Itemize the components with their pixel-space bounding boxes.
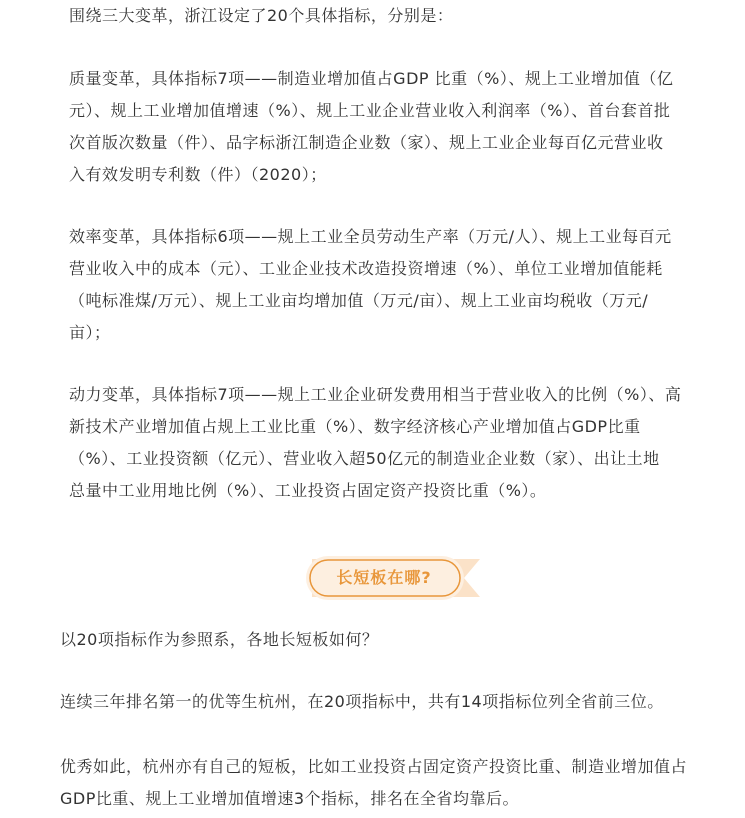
- quality-line-4: 入有效发明专利数（件）（2020）；: [69, 165, 327, 184]
- efficiency-line-2: 营业收入中的成本（元）、工业企业技术改造投资增速（%）、单位工业增加值能耗: [69, 259, 663, 278]
- quality-line-3: 次首版次数量（件）、品字标浙江制造企业数（家）、规上工业企业每百亿元营业收: [69, 133, 664, 152]
- intro-line: 围绕三大变革，浙江设定了20个具体指标，分别是：: [69, 6, 454, 25]
- power-line-3: （%）、工业投资额（亿元）、营业收入超50亿元的制造业企业数（家）、出让土地: [69, 449, 660, 468]
- section-heading-banner: [304, 556, 480, 600]
- quality-reform-paragraph: [69, 63, 673, 191]
- intro-paragraph: [69, 0, 453, 32]
- efficiency-line-4: 亩）；: [69, 323, 111, 342]
- hangzhou-line: 连续三年排名第一的优等生杭州，在20项指标中，共有14项指标位列全省前三位。: [60, 692, 664, 711]
- quality-line-1: 质量变革，具体指标7项——制造业增加值占GDP 比重（%）、规上工业增加值（亿: [69, 69, 674, 88]
- power-line-2: 新技术产业增加值占规上工业比重（%）、数字经济核心产业增加值占GDP比重: [69, 417, 641, 436]
- question-paragraph: [60, 624, 378, 656]
- efficiency-line-1: 效率变革，具体指标6项——规上工业全员劳动生产率（万元/人）、规上工业每百元: [69, 227, 672, 246]
- banner-label: 长短板在哪?: [336, 568, 432, 587]
- question-line: 以20项指标作为参照系，各地长短板如何？: [60, 630, 379, 649]
- shortboard-paragraph: [60, 751, 687, 815]
- hangzhou-paragraph: [60, 686, 664, 718]
- efficiency-line-3: （吨标准煤/万元）、规上工业亩均增加值（万元/亩）、规上工业亩均税收（万元/: [69, 291, 649, 310]
- power-reform-paragraph: [69, 379, 681, 507]
- efficiency-reform-paragraph: [69, 221, 672, 349]
- shortboard-line-2: GDP比重、规上工业增加值增速3个指标，排名在全省均靠后。: [60, 789, 520, 808]
- quality-line-2: 元）、规上工业增加值增速（%）、规上工业企业营业收入利润率（%）、首台套首批: [69, 101, 671, 120]
- power-line-4: 总量中工业用地比例（%）、工业投资占固定资产投资比重（%）。: [69, 481, 547, 500]
- shortboard-line-1: 优秀如此，杭州亦有自己的短板，比如工业投资占固定资产投资比重、制造业增加值占: [60, 757, 688, 776]
- power-line-1: 动力变革，具体指标7项——规上工业企业研发费用相当于营业收入的比例（%）、高: [69, 385, 682, 404]
